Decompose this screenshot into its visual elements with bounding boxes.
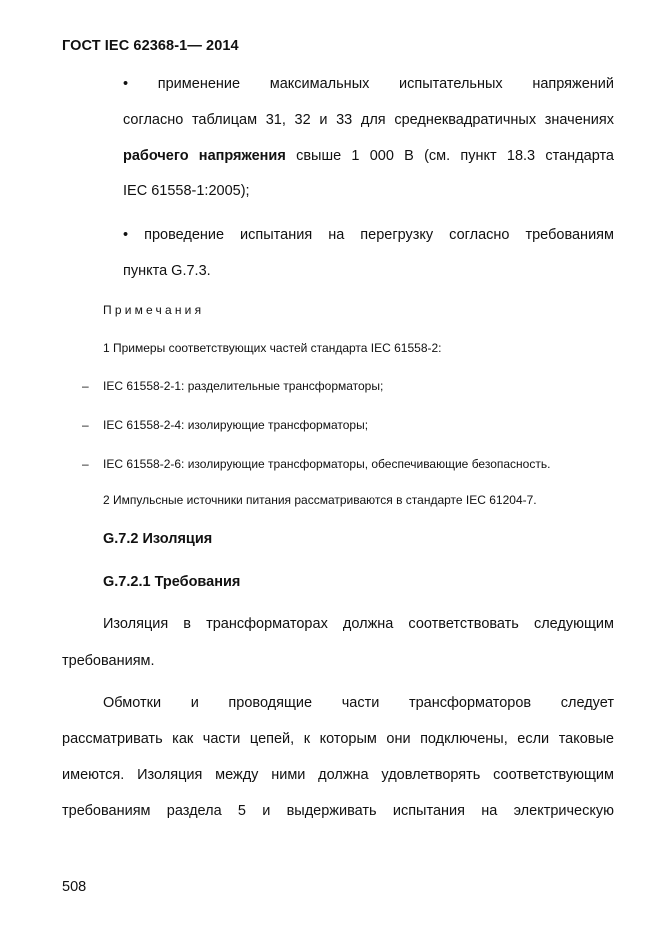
bullet-1-line-3-rest: свыше 1 000 В (см. пункт 18.3 стандарта	[285, 148, 614, 164]
paragraph-2-line-1: Обмотки и проводящие части трансформаторов следует	[103, 695, 614, 711]
dash-marker: –	[82, 379, 89, 393]
paragraph-2-line-3: имеются. Изоляция между ними должна удовлетворять соответствующим	[62, 767, 614, 783]
note-1-item-1: IEC 61558-2-1: разделительные трансформаторы;	[103, 379, 384, 393]
dash-marker: –	[82, 457, 89, 471]
paragraph-1-line-1: Изоляция в трансформаторах должна соответствовать следующим	[103, 616, 614, 632]
dash-marker: –	[82, 418, 89, 432]
bullet-2-line-1: • проведение испытания на перегрузку согласно требованиям	[123, 227, 614, 243]
bullet-2-line-2: пункта G.7.3.	[123, 263, 211, 279]
note-1-item-3: IEC 61558-2-6: изолирующие трансформаторы, обеспечивающие безопасность.	[103, 457, 551, 471]
note-1: 1 Примеры соответствующих частей стандарта IEC 61558-2:	[103, 341, 442, 355]
paragraph-1-line-2: требованиям.	[62, 653, 155, 669]
bullet-1-line-4: IEC 61558-1:2005);	[123, 183, 250, 199]
bullet-1-line-1: • применение максимальных испытательных напряжений	[123, 76, 614, 92]
paragraph-2-line-2: рассматривать как части цепей, к которым они подключены, если таковые	[62, 731, 614, 747]
note-2: 2 Импульсные источники питания рассматриваются в стандарте IEC 61204-7.	[103, 493, 537, 507]
bullet-1-line-2: согласно таблицам 31, 32 и 33 для среднеквадратичных значениях	[123, 112, 614, 128]
document-header: ГОСТ IEC 62368-1— 2014	[62, 38, 239, 54]
page-number: 508	[62, 879, 87, 895]
bold-term: рабочего напряжения	[123, 148, 286, 164]
section-heading-g721: G.7.2.1 Требования	[103, 574, 241, 590]
paragraph-2-line-4: требованиям раздела 5 и выдерживать испытания на электрическую	[62, 803, 614, 819]
note-1-item-2: IEC 61558-2-4: изолирующие трансформаторы;	[103, 418, 369, 432]
bullet-1-line-3	[123, 147, 614, 165]
section-heading-g72: G.7.2 Изоляция	[103, 531, 213, 547]
notes-title: Примечания	[103, 303, 205, 317]
